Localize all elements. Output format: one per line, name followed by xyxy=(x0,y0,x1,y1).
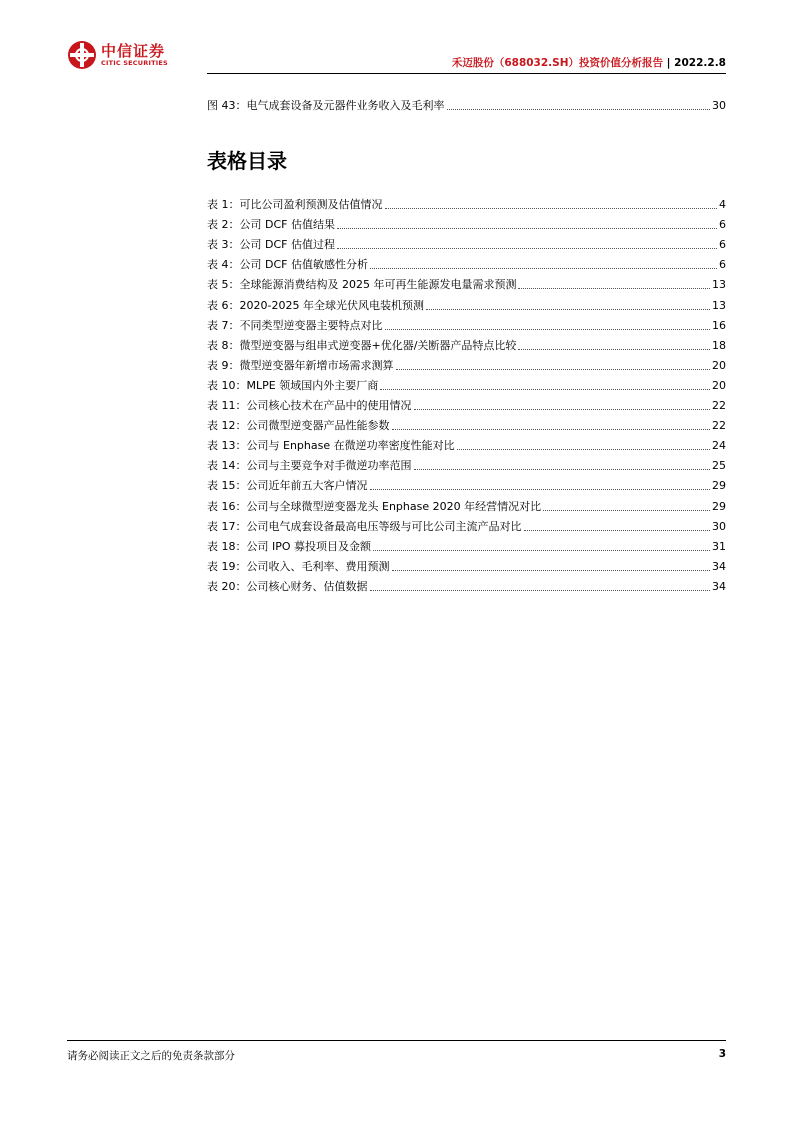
toc-leader-dots xyxy=(373,550,710,551)
toc-entry-label: 表 9：微型逆变器年新增市场需求测算 xyxy=(207,358,394,372)
toc-leader-dots xyxy=(414,469,711,470)
toc-entry-page: 16 xyxy=(712,318,726,332)
toc-entry-page: 20 xyxy=(712,378,726,392)
toc-leader-dots xyxy=(396,369,711,370)
footer-disclaimer: 请务必阅读正文之后的免责条款部分 xyxy=(67,1050,235,1062)
toc-leader-dots xyxy=(380,389,710,390)
toc-entry-label: 表 4：公司 DCF 估值敏感性分析 xyxy=(207,258,368,272)
toc-entry-label: 表 6：2020-2025 年全球光伏风电装机预测 xyxy=(207,298,424,312)
toc-entry-table-3[interactable] xyxy=(207,236,726,252)
header-separator: | xyxy=(666,57,671,69)
toc-entry-label: 图 43：电气成套设备及元器件业务收入及毛利率 xyxy=(207,99,445,112)
toc-leader-dots xyxy=(370,489,711,490)
toc-leader-dots xyxy=(337,228,717,229)
toc-entry-label: 表 7：不同类型逆变器主要特点对比 xyxy=(207,318,383,332)
toc-entry-table-11[interactable] xyxy=(207,397,726,413)
toc-entry-table-5[interactable] xyxy=(207,276,726,292)
toc-leader-dots xyxy=(457,449,710,450)
toc-leader-dots xyxy=(426,309,710,310)
toc-entry-label: 表 12：公司微型逆变器产品性能参数 xyxy=(207,419,390,433)
toc-entry-page: 29 xyxy=(712,499,726,513)
toc-leader-dots xyxy=(385,329,711,330)
toc-leader-dots xyxy=(392,429,711,430)
toc-entry-table-14[interactable] xyxy=(207,457,726,473)
toc-leader-dots xyxy=(337,248,717,249)
toc-entry-page: 4 xyxy=(719,198,726,211)
toc-leader-dots xyxy=(518,288,710,289)
toc-entry-label: 表 20：公司核心财务、估值数据 xyxy=(207,579,368,593)
toc-leader-dots xyxy=(447,109,711,110)
toc-entry-label: 表 5：全球能源消费结构及 2025 年可再生能源发电量需求预测 xyxy=(207,278,517,292)
toc-entry-label: 表 16：公司与全球微型逆变器龙头 Enphase 2020 年经营情况对比 xyxy=(207,499,542,513)
toc-entry-table-17[interactable] xyxy=(207,518,726,534)
toc-entry-table-19[interactable] xyxy=(207,558,726,574)
toc-entry-table-4[interactable] xyxy=(207,256,726,272)
footer-divider xyxy=(67,1040,726,1041)
toc-entry-page: 13 xyxy=(712,278,726,292)
toc-entry-table-13[interactable] xyxy=(207,437,726,453)
toc-leader-dots xyxy=(543,510,710,511)
citic-logo-icon xyxy=(67,40,97,70)
toc-entry-page: 20 xyxy=(712,358,726,372)
toc-entry-table-15[interactable] xyxy=(207,477,726,493)
toc-entry-page: 22 xyxy=(712,419,726,433)
report-date: 2022.2.8 xyxy=(674,57,726,69)
logo-english-name: CITIC SECURITIES xyxy=(101,59,168,67)
report-header xyxy=(452,55,726,70)
toc-entry-table-1[interactable] xyxy=(207,196,726,212)
footer-page-number: 3 xyxy=(718,1048,726,1060)
toc-entry-table-16[interactable] xyxy=(207,498,726,514)
toc-entry-label: 表 14：公司与主要竞争对手微逆功率范围 xyxy=(207,459,412,473)
toc-entry-label: 表 8：微型逆变器与组串式逆变器+优化器/关断器产品特点比较 xyxy=(207,338,517,352)
toc-entry-label: 表 15：公司近年前五大客户情况 xyxy=(207,479,368,493)
toc-entry-label: 表 11：公司核心技术在产品中的使用情况 xyxy=(207,399,412,412)
toc-entry-page: 30 xyxy=(712,99,726,112)
toc-entry-page: 24 xyxy=(712,439,726,453)
toc-entry-page: 31 xyxy=(712,539,726,553)
header-divider xyxy=(207,73,726,74)
toc-leader-dots xyxy=(385,208,718,209)
toc-entry-page: 6 xyxy=(719,218,726,232)
toc-entry-label: 表 10：MLPE 领域国内外主要厂商 xyxy=(207,378,379,392)
toc-entry-table-20[interactable] xyxy=(207,578,726,594)
logo-chinese-name: 中信证券 xyxy=(101,42,166,60)
report-title: 禾迈股份（688032.SH）投资价值分析报告 xyxy=(451,57,664,69)
toc-entry-figure-43[interactable] xyxy=(207,97,726,113)
toc-entry-table-18[interactable] xyxy=(207,538,726,554)
toc-entry-label: 表 19：公司收入、毛利率、费用预测 xyxy=(207,559,390,573)
section-title-tables: 表格目录 xyxy=(207,149,287,173)
toc-entry-page: 6 xyxy=(719,258,726,272)
citic-logo xyxy=(67,40,197,74)
toc-entry-table-8[interactable] xyxy=(207,337,726,353)
toc-entry-page: 6 xyxy=(719,238,726,252)
toc-entry-page: 34 xyxy=(712,559,726,573)
toc-entry-label: 表 18：公司 IPO 募投项目及金额 xyxy=(207,539,372,553)
toc-entry-page: 25 xyxy=(712,459,726,473)
toc-entry-label: 表 17：公司电气成套设备最高电压等级与可比公司主流产品对比 xyxy=(207,519,522,533)
toc-leader-dots xyxy=(392,570,711,571)
toc-entry-label: 表 13：公司与 Enphase 在微逆功率密度性能对比 xyxy=(207,439,455,453)
toc-entry-table-2[interactable] xyxy=(207,216,726,232)
toc-entry-page: 29 xyxy=(712,479,726,493)
toc-entry-page: 18 xyxy=(712,338,726,352)
toc-leader-dots xyxy=(518,349,710,350)
toc-entry-table-6[interactable] xyxy=(207,297,726,313)
toc-entry-label: 表 3：公司 DCF 估值过程 xyxy=(207,238,335,252)
toc-entry-label: 表 2：公司 DCF 估值结果 xyxy=(207,218,335,232)
toc-entry-table-10[interactable] xyxy=(207,377,726,393)
toc-leader-dots xyxy=(370,590,711,591)
toc-entry-page: 30 xyxy=(712,519,726,533)
toc-leader-dots xyxy=(524,530,711,531)
toc-leader-dots xyxy=(414,409,711,410)
toc-entry-table-9[interactable] xyxy=(207,357,726,373)
toc-entry-table-7[interactable] xyxy=(207,317,726,333)
toc-entry-page: 22 xyxy=(712,399,726,412)
toc-entry-page: 13 xyxy=(712,298,726,312)
toc-entry-page: 34 xyxy=(712,579,726,593)
toc-entry-label: 表 1：可比公司盈利预测及估值情况 xyxy=(207,198,383,211)
toc-entry-table-12[interactable] xyxy=(207,417,726,433)
toc-leader-dots xyxy=(370,268,717,269)
